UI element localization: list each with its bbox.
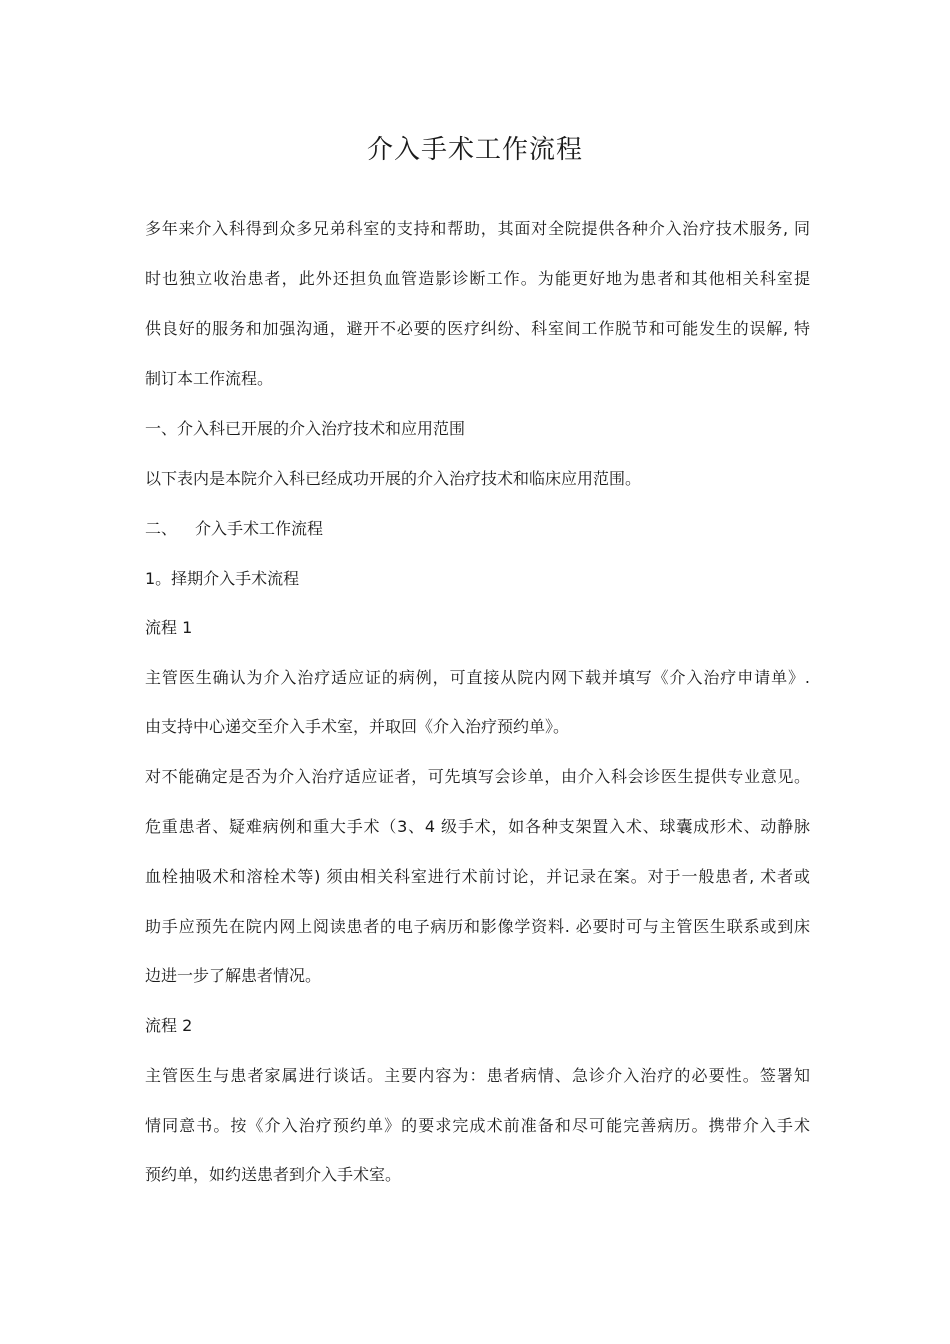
flow2-p1-line-1: 主管医生与患者家属进行谈话。主要内容为：患者病情、急诊介入治疗的必要性。签署知 bbox=[145, 1066, 810, 1085]
flow2-label: 流程 2 bbox=[145, 1016, 193, 1035]
flow1-p1-line-2: 由支持中心递交至介入手术室，并取回《介入治疗预约单》。 bbox=[145, 717, 570, 736]
section2-heading bbox=[145, 514, 810, 544]
flow1-p3-line-4: 边进一步了解患者情况。 bbox=[145, 966, 322, 985]
section2-subheading: 1。择期介入手术流程 bbox=[145, 569, 300, 588]
flow1-p3-line-2: 血栓抽吸术和溶栓术等) 须由相关科室进行术前讨论，并记录在案。对于一般患者, 术者或 bbox=[145, 867, 810, 886]
section1-heading: 一、介入科已开展的介入治疗技术和应用范围 bbox=[145, 419, 466, 438]
flow2-p1-line-3: 预约单，如约送患者到介入手术室。 bbox=[145, 1165, 402, 1184]
intro-line-3: 供良好的服务和加强沟通，避开不必要的医疗纠纷、科室间工作脱节和可能发生的误解, 特 bbox=[145, 319, 810, 338]
section2-number: 二、 bbox=[145, 519, 178, 538]
section1-text: 以下表内是本院介入科已经成功开展的介入治疗技术和临床应用范围。 bbox=[145, 469, 642, 488]
intro-line-1: 多年来介入科得到众多兄弟科室的支持和帮助，其面对全院提供各种介入治疗技术服务, 同 bbox=[145, 219, 810, 238]
intro-line-4: 制订本工作流程。 bbox=[145, 369, 274, 388]
flow1-p2: 对不能确定是否为介入治疗适应证者，可先填写会诊单，由介入科会诊医生提供专业意见。 bbox=[145, 767, 810, 786]
flow1-p1-line-1: 主管医生确认为介入治疗适应证的病例，可直接从院内网下载并填写《介入治疗申请单》. bbox=[145, 668, 810, 687]
flow2-p1-line-2: 情同意书。按《介入治疗预约单》的要求完成术前准备和尽可能完善病历。携带介入手术 bbox=[145, 1116, 810, 1135]
flow1-p3-line-1: 危重患者、疑难病例和重大手术（3、4 级手术，如各种支架置入术、球囊成形术、动静脉 bbox=[145, 817, 810, 836]
document-title: 介入手术工作流程 bbox=[366, 135, 583, 165]
section2-heading-text: 介入手术工作流程 bbox=[195, 519, 324, 538]
flow1-label: 流程 1 bbox=[145, 618, 193, 637]
flow1-p3-line-3: 助手应预先在院内网上阅读患者的电子病历和影像学资料. 必要时可与主管医生联系或到床 bbox=[145, 917, 810, 936]
intro-line-2: 时也独立收治患者，此外还担负血管造影诊断工作。为能更好地为患者和其他相关科室提 bbox=[145, 269, 810, 288]
